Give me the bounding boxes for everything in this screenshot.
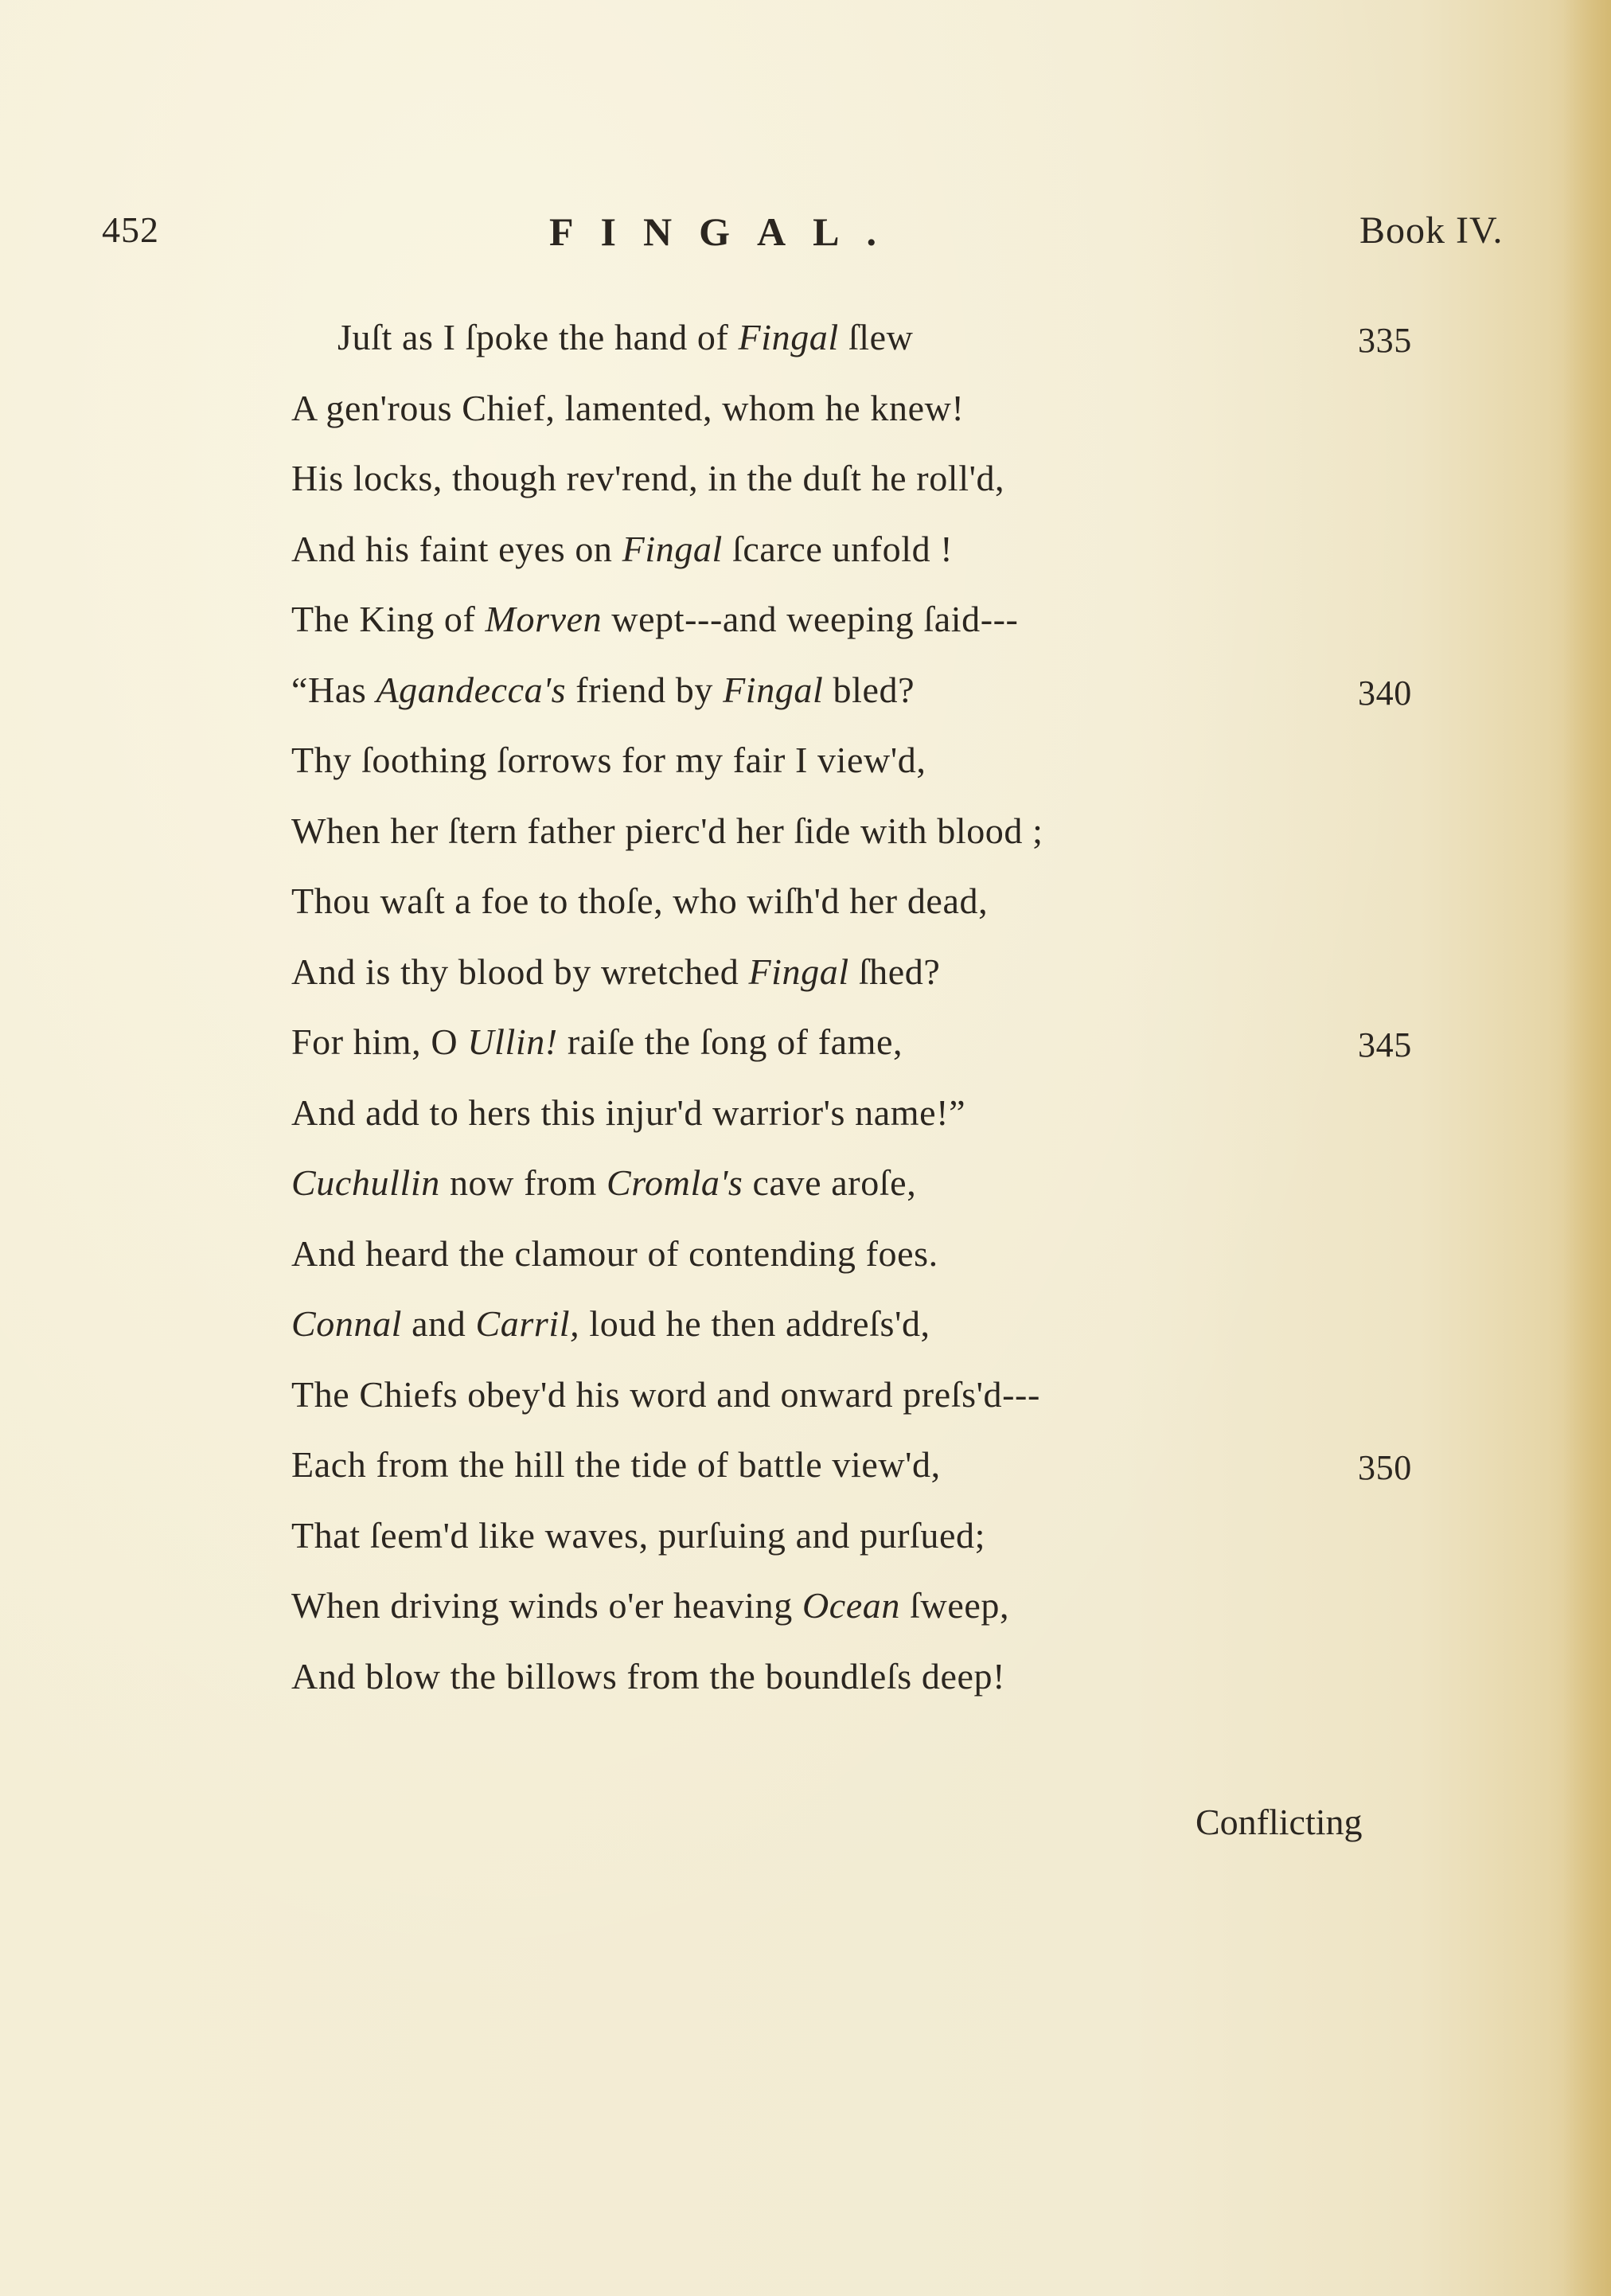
catchword: Conflicting — [1196, 1802, 1363, 1842]
verse-line — [291, 521, 1406, 592]
verse-line — [291, 1154, 1406, 1225]
verse-line-text: And blow the billows from the boundleſs deep! — [291, 1655, 1006, 1697]
verse-line-text: And is thy blood by wretched Fingal ſhed? — [291, 951, 941, 992]
line-number: 350 — [1358, 1448, 1412, 1487]
book-label: Book IV. — [1359, 209, 1504, 252]
running-header — [0, 209, 1611, 264]
verse-line-text: His locks, though rev'rend, in the duſt he roll'd, — [291, 458, 1005, 498]
verse-line-text: And his faint eyes on Fingal ſcarce unfold ! — [291, 528, 954, 569]
verse-line-text: And heard the clamour of contending foes. — [291, 1232, 938, 1274]
verse-line — [291, 450, 1406, 521]
verse-line-text: The Chiefs obey'd his word and onward preſs'd--- — [291, 1373, 1040, 1415]
verse-line-text: Cuchullin now from Cromla's cave aroſe, — [291, 1162, 917, 1203]
verse-line — [291, 1084, 1406, 1155]
verse-line — [291, 1577, 1406, 1648]
page-edge-shading — [1563, 0, 1611, 2296]
verse-line — [291, 1225, 1406, 1296]
verse-line-text: Connal and Carril, loud he then addreſs'd, — [291, 1303, 930, 1344]
verse-line-text: Thy ſoothing ſorrows for my fair I view'd, — [291, 740, 926, 780]
verse-line — [291, 1013, 1412, 1084]
verse-line-text: When driving winds o'er heaving Ocean ſweep, — [291, 1585, 1010, 1626]
verse-line-text: For him, O Ullin! raiſe the ſong of fame, — [291, 1021, 903, 1062]
verse-line-text: The King of Morven wept---and weeping ſaid--- — [291, 599, 1019, 639]
verse-line — [291, 662, 1412, 732]
line-number: 345 — [1358, 1025, 1412, 1064]
running-title: FINGAL. — [549, 209, 903, 254]
verse-line — [291, 1648, 1406, 1719]
verse-line — [291, 309, 1412, 380]
verse-line — [291, 873, 1406, 943]
verse-line — [291, 1436, 1412, 1507]
verse-line — [291, 591, 1406, 662]
verse-line — [291, 380, 1406, 451]
verse-line-text: “Has Agandecca's friend by Fingal bled? — [291, 669, 915, 710]
verse-line-text: And add to hers this injur'd warrior's name!” — [291, 1091, 966, 1133]
verse-line — [291, 1507, 1406, 1578]
verse-line-text: Each from the hill the tide of battle view'd, — [291, 1444, 941, 1485]
line-number: 340 — [1358, 673, 1412, 713]
verse-line — [291, 732, 1406, 802]
verse-line — [291, 1295, 1406, 1366]
verse-line-text: A gen'rous Chief, lamented, whom he knew! — [291, 387, 965, 428]
line-number: 335 — [1358, 321, 1412, 360]
verse-block — [291, 309, 1412, 1718]
page-number: 452 — [102, 209, 159, 250]
verse-line — [291, 943, 1406, 1014]
verse-line — [291, 1366, 1406, 1437]
verse-line-text: When her ſtern father pierc'd her ſide with blood ; — [291, 810, 1043, 851]
verse-line — [291, 802, 1406, 873]
verse-line-text: That ſeem'd like waves, purſuing and purſued; — [291, 1514, 986, 1556]
verse-line-text: Juſt as I ſpoke the hand of Fingal ſlew — [337, 317, 914, 357]
verse-line-text: Thou waſt a foe to thoſe, who wiſh'd her dead, — [291, 881, 989, 921]
